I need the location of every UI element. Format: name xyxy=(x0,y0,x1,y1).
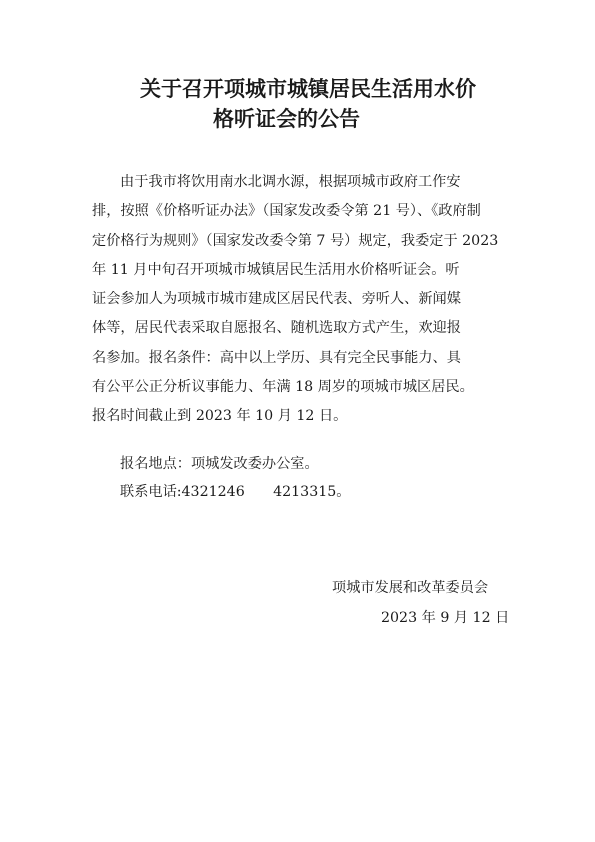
paragraph-line: 有公平公正分析议事能力、年满 18 周岁的项城市城区居民。 xyxy=(92,379,474,396)
paragraph-line: 报名时间截止到 2023 年 10 月 12 日。 xyxy=(92,408,348,425)
paragraph-line: 由于我市将饮用南水北调水源，根据项城市政府工作安 xyxy=(120,174,461,190)
paragraph-line: 名参加。报名条件：高中以上学历、具有完全民事能力、具 xyxy=(92,349,461,366)
notice-title-line-2: 格听证会的公告 xyxy=(213,107,360,131)
contact-text: 联系电话:4321246 4213315。 xyxy=(120,484,351,500)
notice-paragraph-main xyxy=(92,168,506,432)
issue-date: 2023 年 9 月 12 日 xyxy=(381,610,510,626)
contact-phone xyxy=(92,478,506,507)
paragraph-line: 体等，居民代表采取自愿报名、随机选取方式产生，欢迎报 xyxy=(92,320,461,337)
issuing-organization: 项城市发展和改革委员会 xyxy=(332,580,489,596)
registration-location xyxy=(92,450,506,479)
paragraph-line: 年 11 月中旬召开项城市城镇居民生活用水价格听证会。听 xyxy=(92,261,460,278)
notice-title-line-1: 关于召开项城市城镇居民生活用水价 xyxy=(140,77,476,101)
paragraph-line: 排，按照《价格听证办法》（国家发改委令第 21 号）、《政府制 xyxy=(92,203,481,220)
paragraph-line: 证会参加人为项城市城市建成区居民代表、旁听人、新闻媒 xyxy=(92,291,461,308)
paragraph-line: 定价格行为规则》（国家发改委令第 7 号）规定，我委定于 2023 xyxy=(92,232,499,249)
location-text: 报名地点：项城发改委办公室。 xyxy=(120,456,319,472)
